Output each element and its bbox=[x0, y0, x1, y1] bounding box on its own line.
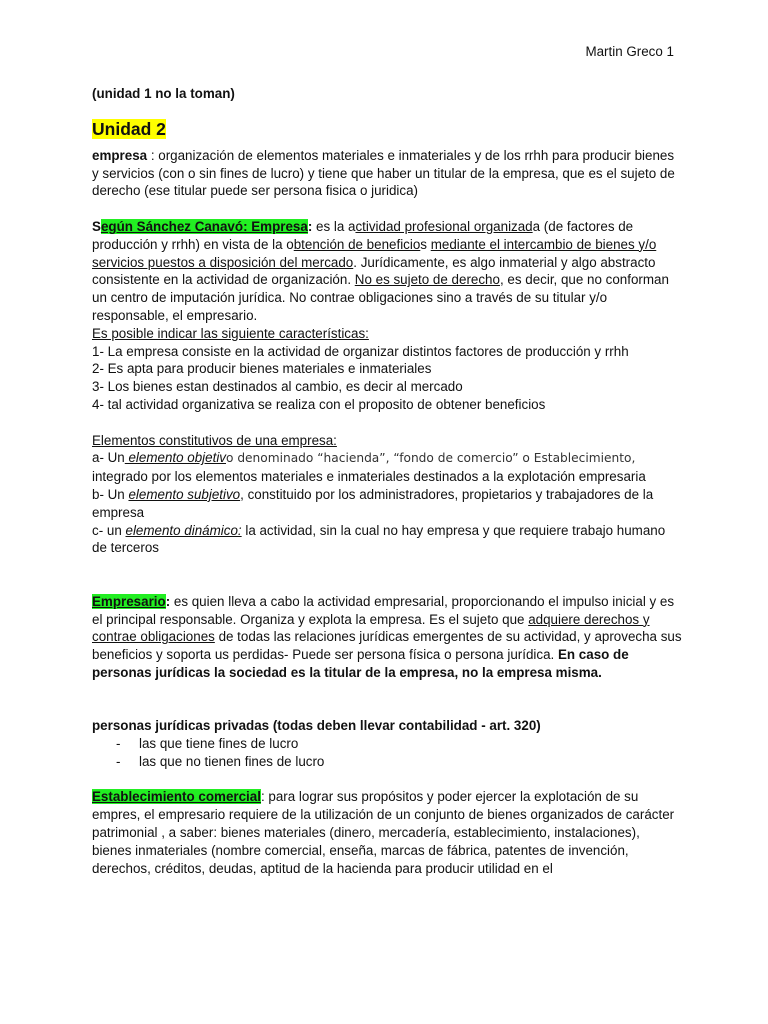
sanchez-text-4: . Jurídicamente, es algo inmaterial y algo abstracto consistente en la actividad de organización. bbox=[92, 254, 656, 288]
characteristic-item: 2- Es apta para producir bienes materiales e inmateriales bbox=[92, 361, 432, 377]
element-b-prefix: b- Un bbox=[92, 486, 129, 502]
element-b-rest: , constituido por los administradores, propietarios y trabajadores de la empresa bbox=[92, 486, 654, 520]
document-body bbox=[92, 85, 682, 877]
element-b bbox=[92, 486, 682, 522]
establecimiento-term: Establecimiento comercial bbox=[92, 789, 261, 805]
sanchez-underline-1: ctividad profesional organizad bbox=[355, 218, 533, 234]
sanchez-text-1: es la a bbox=[312, 218, 356, 234]
elements-heading: Elementos constitutivos de una empresa: bbox=[92, 432, 337, 448]
characteristic-item: 4- tal actividad organizativa se realiza con el proposito de obtener beneficios bbox=[92, 396, 546, 412]
empresario-paragraph bbox=[92, 593, 682, 682]
empresario-colon: : bbox=[165, 593, 171, 609]
element-a bbox=[92, 449, 682, 486]
page-header-author: Martin Greco 1 bbox=[585, 44, 674, 59]
characteristic-item: 3- Los bienes estan destinados al cambio, es decir al mercado bbox=[92, 379, 463, 395]
empresa-term: empresa bbox=[92, 147, 148, 163]
sanchez-s-letter: S bbox=[92, 218, 101, 234]
sanchez-title: egún Sánchez Canavó: Empresa bbox=[100, 218, 308, 234]
element-a-rest: integrado por los elementos materiales e inmateriales destinados a la explotación empresaria bbox=[92, 469, 646, 485]
establecimiento-text: : para lograr sus propósitos y poder ejercer la explotación de su empres, el empresario requiere de la utilización de un conjunto de bienes organizados de carácter patrimonial , a saber: bienes materiales (dinero, mercadería, establecimiento, instalaciones), bienes inmateriales (nombre comercial, enseña, marcas de fábrica, patentes de invención, derechos, créditos, deudas, aptitud de la hacienda para producir utilidad en el bbox=[92, 789, 675, 876]
personas-heading: personas jurídicas privadas (todas deben llevar contabilidad - art. 320) bbox=[92, 718, 541, 734]
element-b-term: elemento subjetivo bbox=[128, 486, 241, 502]
personas-list bbox=[92, 735, 682, 771]
characteristics-heading: Es posible indicar las siguiente características: bbox=[92, 325, 369, 341]
empresario-text-1: es quien lleva a cabo la actividad empresarial, proporcionando el impulso inicial y es el principal responsable. Organiza y explota la empresa. Es el sujeto que bbox=[92, 593, 675, 627]
element-c-term: elemento dinámico: bbox=[125, 522, 242, 538]
sanchez-text-2: a (de factores de producción y rrhh) en vista de la o bbox=[92, 218, 634, 252]
intro-note: (unidad 1 no la toman) bbox=[92, 86, 235, 101]
empresa-definition bbox=[92, 147, 682, 200]
element-c bbox=[92, 522, 682, 558]
empresa-text: : organización de elementos materiales e inmateriales y de los rrhh para producir bienes y servicios (con o sin fines de lucro) y tiene que haber un titular de la empresa, que es el sujeto de derecho (ese titular puede ser persona fisica o juridica) bbox=[92, 147, 675, 199]
sanchez-underline-2: btención de beneficio bbox=[293, 236, 421, 252]
sanchez-colon: : bbox=[307, 218, 313, 234]
empresario-text-2: de todas las relaciones jurídicas emergentes de su actividad, y aprovecha sus beneficios y soporta us perdidas- Puede ser persona física o persona jurídica. bbox=[92, 629, 682, 663]
element-c-rest: la actividad, sin la cual no hay empresa y que requiere trabajo humano de terceros bbox=[92, 522, 666, 556]
empresario-bold-end: En caso de personas jurídicas la sociedad es la titular de la empresa, no la empresa misma. bbox=[92, 647, 629, 680]
sanchez-paragraph bbox=[92, 218, 682, 325]
list-item: - las que no tienen fines de lucro bbox=[92, 753, 682, 771]
sanchez-text-5: , es decir, que no conforman un centro de imputación jurídica. No contrae obligaciones sino a través de su titular y/o responsable, el empresario. bbox=[92, 272, 669, 323]
unit-title-text: Unidad 2 bbox=[92, 118, 166, 139]
list-item: - las que tiene fines de lucro bbox=[92, 735, 682, 753]
element-a-alt-text: o denominado “hacienda”, “fondo de comercio” o Establecimiento, bbox=[225, 451, 636, 466]
element-a-term: elemento objetiv bbox=[124, 450, 226, 466]
element-a-prefix: a- Un bbox=[92, 450, 125, 466]
sanchez-underline-4: No es sujeto de derecho bbox=[354, 272, 500, 288]
unit-title bbox=[92, 117, 682, 141]
sanchez-text-3: s bbox=[420, 236, 431, 252]
characteristic-item: 1- La empresa consiste en la actividad de organizar distintos factores de producción y rrhh bbox=[92, 343, 629, 359]
sanchez-underline-3: mediante el intercambio de bienes y/o servicios puestos a disposición del mercado bbox=[92, 236, 657, 270]
empresario-term: Empresario bbox=[92, 593, 166, 609]
establecimiento-paragraph bbox=[92, 788, 682, 877]
element-c-prefix: c- un bbox=[92, 522, 126, 538]
empresario-underline-1: adquiere derechos y contrae obligaciones bbox=[92, 611, 650, 645]
